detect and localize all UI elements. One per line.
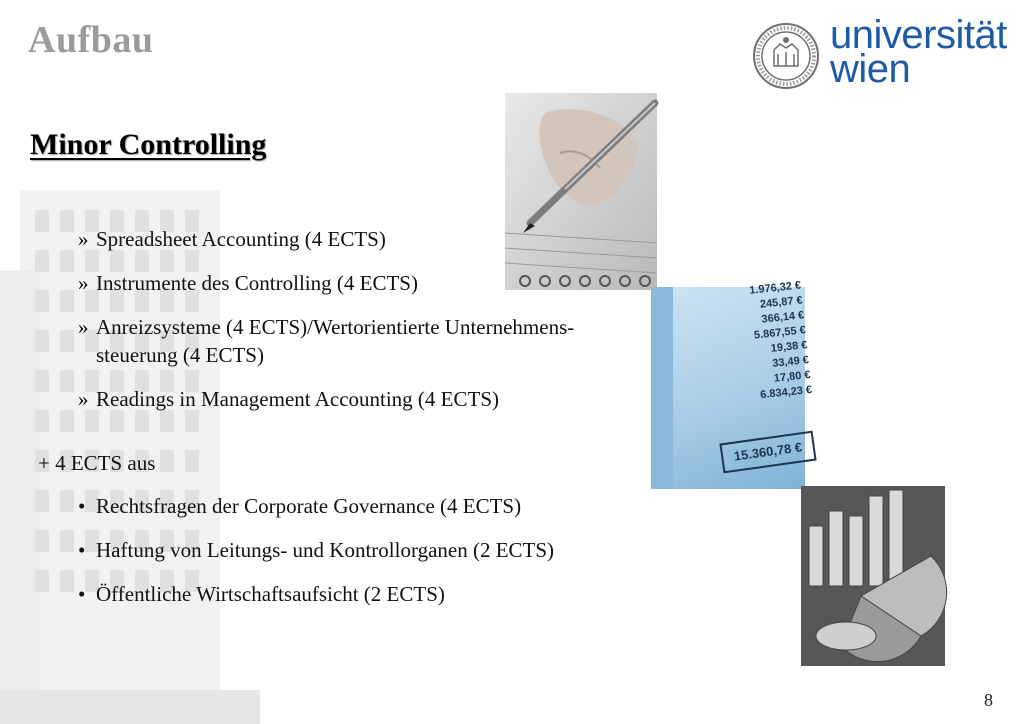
section-heading: Minor Controlling <box>30 128 267 161</box>
cell-value: 33,49 € <box>771 354 810 370</box>
university-logo <box>752 13 1012 94</box>
bullet-marker: • <box>78 494 86 518</box>
list-marker: » <box>78 271 89 295</box>
university-seal-icon <box>752 22 820 90</box>
elective-heading: + 4 ECTS aus <box>38 451 156 475</box>
list-item <box>78 385 658 413</box>
list-item <box>78 492 698 520</box>
cell-value: 245,87 € <box>759 294 804 311</box>
elective-list <box>78 492 698 624</box>
list-item-text: Rechtsfragen der Corporate Governance (4 ECTS) <box>96 494 522 518</box>
total-cell <box>719 431 816 474</box>
cell-value: 6.834,23 € <box>759 383 813 402</box>
list-item-text: Anreizsysteme (4 ECTS)/Wertorientierte Unternehmens- steuerung (4 ECTS) <box>96 315 575 367</box>
list-item-text: Öffentliche Wirtschaftsaufsicht (2 ECTS) <box>96 582 445 606</box>
logo-line-2: wien <box>830 47 911 91</box>
cell-value: 5.867,55 € <box>753 324 807 342</box>
page-number: 8 <box>984 690 993 710</box>
bullet-marker: • <box>78 582 86 606</box>
list-item <box>78 536 698 564</box>
list-item-text: Readings in Management Accounting (4 ECTS) <box>96 387 500 411</box>
pen-writing-photo <box>505 93 657 290</box>
list-item <box>78 313 658 369</box>
bullet-marker: • <box>78 538 86 562</box>
spreadsheet-photo <box>651 279 813 489</box>
cell-value: 17,80 € <box>773 368 812 385</box>
list-marker: » <box>78 387 89 411</box>
slide-title: Aufbau <box>28 19 154 61</box>
list-marker: » <box>78 227 89 251</box>
logo-wordmark <box>830 13 1007 91</box>
cell-value: 366,14 € <box>760 309 805 326</box>
list-item-text: Haftung von Leitungs- und Kontrollorganen (2 ECTS) <box>96 538 555 562</box>
row-header-strip <box>651 287 673 489</box>
total-value: 15.360,78 € <box>732 439 803 464</box>
list-marker: » <box>78 315 89 339</box>
list-item <box>78 580 698 608</box>
logo-line-1: universität <box>830 13 1007 57</box>
cell-value: 19,38 € <box>770 339 808 355</box>
list-item-text: Instrumente des Controlling (4 ECTS) <box>96 271 418 295</box>
list-item-text: Spreadsheet Accounting (4 ECTS) <box>96 227 386 251</box>
cell-value: 1.976,32 € <box>748 279 802 297</box>
spreadsheet-values <box>681 278 813 410</box>
bar-pie-chart-photo <box>801 486 945 666</box>
